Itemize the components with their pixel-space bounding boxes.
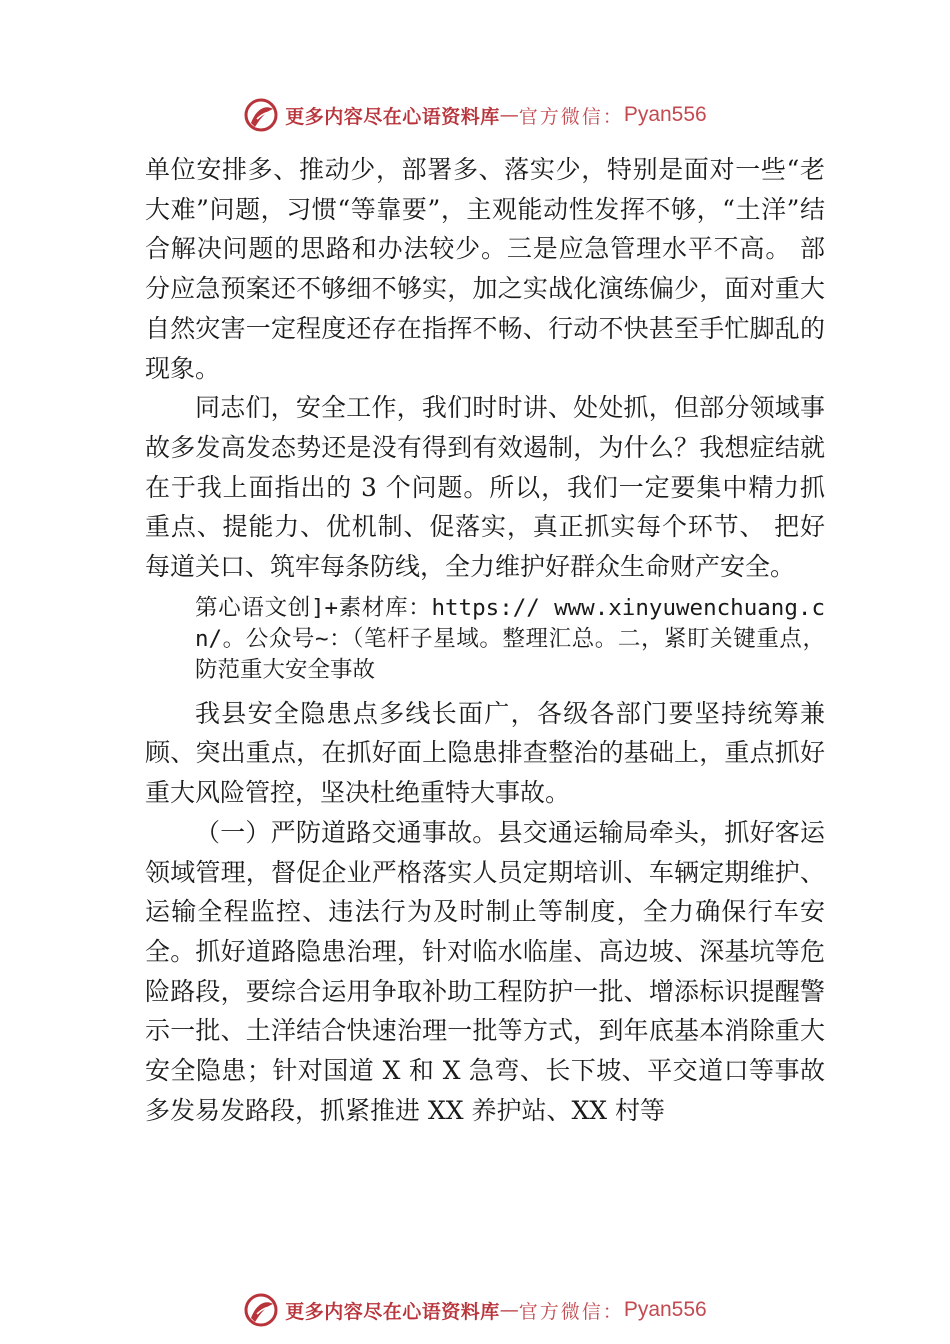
footer-banner <box>0 1288 950 1332</box>
banner-wechat-id: Pyan556 <box>623 103 707 126</box>
paragraph-3-source-note: 第心语文创]+素材库：https:// www.xinyuwenchuang.cn/。公众号~：（笔杆子星域。整理汇总。二，紧盯关键重点，防范重大安全事故 <box>195 594 825 683</box>
banner-separator: — <box>499 104 519 126</box>
paragraph-2: 同志们，安全工作，我们时时讲、处处抓，但部分领域事故多发高发态势还是没有得到有效遏制，为什么？我想症结就在于我上面指出的 3 个问题。所以，我们一定要集中精力抓重点、提能力、优机制、促落实，真正抓实每个环节、 把好每道关口、筑牢每条防线，全力维护好群众生命财产安全。 <box>145 393 825 582</box>
paragraph-5: （一）严防道路交通事故。县交通运输局牵头，抓好客运领域管理，督促企业严格落实人员定期培训、车辆定期维护、运输全程监控、违法行为及时制止等制度，全力确保行车安全。抓好道路隐患治理，针对临水临崖、高边坡、深基坑等危险路段，要综合运用争取补助工程防护一批、增添标识提醒警示一批、土洋结合快速治理一批等方式，到年底基本消除重大安全隐患；针对国道 X 和 X 急弯、长下坡、平交道口等事故多发易发路段，抓紧推进 XX 养护站、XX 村等 <box>145 817 825 1125</box>
banner-main-text: 更多内容尽在心语资料库 <box>285 105 500 128</box>
banner-main-text: 更多内容尽在心语资料库 <box>285 1300 500 1323</box>
header-banner <box>0 93 950 137</box>
xinyu-logo-icon <box>243 1292 279 1328</box>
banner-separator: — <box>499 1299 519 1321</box>
paragraph-4: 我县安全隐患点多线长面广，各级各部门要坚持统筹兼顾、突出重点，在抓好面上隐患排查整治的基础上，重点抓好重大风险管控，坚决杜绝重特大事故。 <box>145 698 825 808</box>
banner-wechat-label: 官方微信： <box>518 105 624 128</box>
xinyu-logo-icon <box>243 97 279 133</box>
banner-wechat-id: Pyan556 <box>623 1298 707 1321</box>
paragraph-1: 单位安排多、推动少，部署多、落实少，特别是面对一些“老大难”问题，习惯“等靠要”，主观能动性发挥不够，“土洋”结合解决问题的思路和办法较少。三是应急管理水平不高。 部分应急预案还不够细不够实，加之实战化演练偏少，面对重大自然灾害一定程度还存在指挥不畅、行动不快甚至手忙脚乱的现象。 <box>145 155 825 383</box>
document-body <box>145 150 825 1130</box>
banner-wechat-label: 官方微信： <box>518 1300 624 1323</box>
